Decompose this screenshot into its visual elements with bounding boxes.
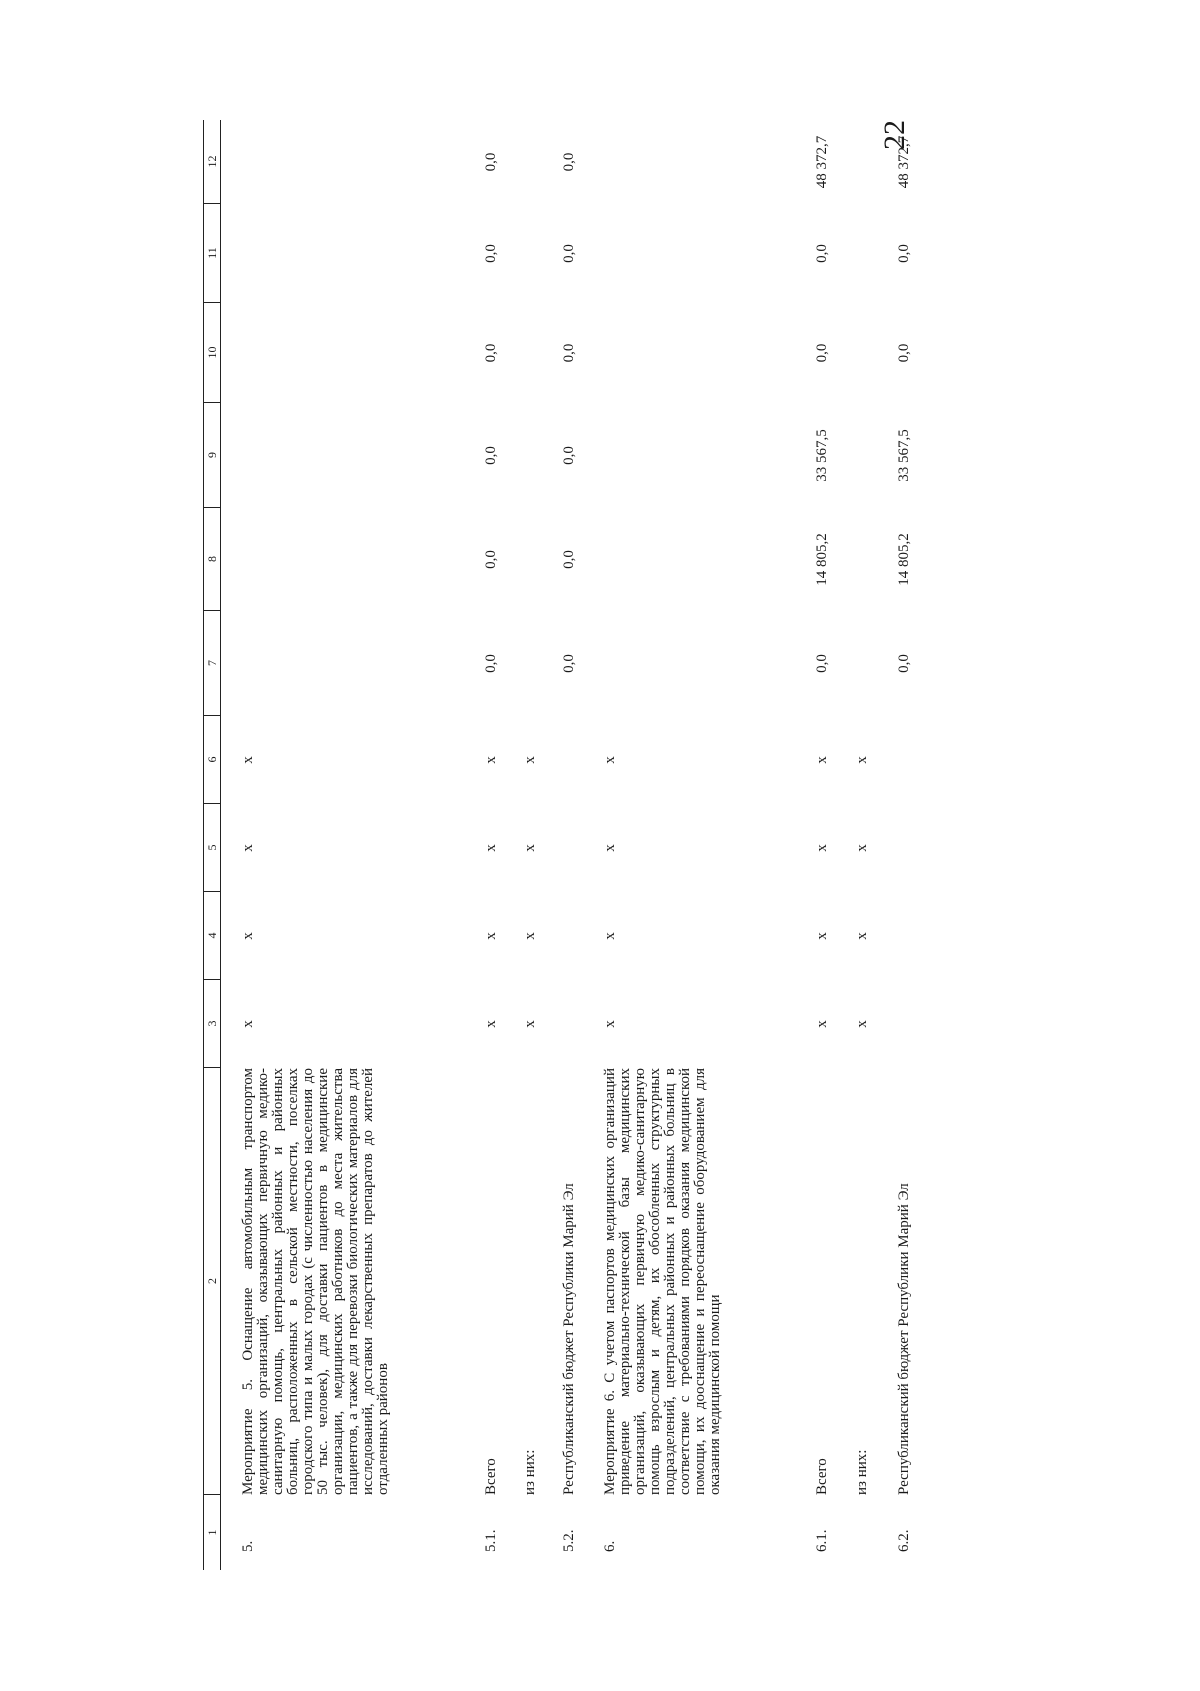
row-number: 6.1. xyxy=(814,1529,830,1552)
cell-col-11: 0,0 xyxy=(483,244,499,263)
row-description: из них: xyxy=(854,1449,870,1495)
cell-col-3: x xyxy=(854,1020,870,1028)
cell-col-5: x xyxy=(522,844,538,852)
row-number: 5. xyxy=(240,1540,256,1552)
header-col-8: 8 xyxy=(204,508,220,611)
row-description: Республиканский бюджет Республики Марий Эл xyxy=(896,1183,912,1495)
row-description: Республиканский бюджет Республики Марий Эл xyxy=(561,1183,577,1495)
header-col-12: 12 xyxy=(204,120,220,204)
cell-col-11: 0,0 xyxy=(896,244,912,263)
header-col-6: 6 xyxy=(204,716,220,804)
header-col-5: 5 xyxy=(204,804,220,892)
cell-col-6: x xyxy=(483,756,499,764)
cell-col-8: 14 805,2 xyxy=(814,533,830,586)
cell-col-4: x xyxy=(522,932,538,940)
row-description: Всего xyxy=(483,1458,499,1495)
header-col-2: 2 xyxy=(204,1068,220,1495)
cell-col-6: x xyxy=(854,756,870,764)
row-number: 6.2. xyxy=(896,1529,912,1552)
cell-col-3: x xyxy=(602,1020,618,1028)
row-number: 6. xyxy=(602,1540,618,1552)
cell-col-6: x xyxy=(602,756,618,764)
cell-col-11: 0,0 xyxy=(561,244,577,263)
table-header xyxy=(203,120,221,1570)
cell-col-6: x xyxy=(522,756,538,764)
cell-col-9: 33 567,5 xyxy=(896,429,912,482)
header-col-1: 1 xyxy=(205,1529,219,1536)
row-description: Всего xyxy=(814,1458,830,1495)
cell-col-7: 0,0 xyxy=(561,654,577,673)
row-description: Мероприятие 6. С учетом паспортов медицинских организаций приведение материально-технической базы медицинских организаций, оказывающих первичную медико-санитарную помощь взрослым и детям, их обособленных структурных подразделений, центральных районных и районных больниц в соответствие с требованиями порядков оказания медицинской помощи, их дооснащение и переоснащение оборудованием для оказания медицинской помощи xyxy=(602,1068,723,1495)
cell-col-12: 48 372,7 xyxy=(896,135,912,189)
header-col-7: 7 xyxy=(204,611,220,716)
row-description: из них: xyxy=(522,1449,538,1495)
cell-col-5: x xyxy=(483,844,499,852)
cell-col-9: 0,0 xyxy=(561,446,577,465)
cell-col-12: 0,0 xyxy=(561,152,577,172)
row-number: 5.1. xyxy=(483,1529,499,1552)
cell-col-5: x xyxy=(602,844,618,852)
cell-col-5: x xyxy=(240,844,256,852)
cell-col-4: x xyxy=(240,932,256,940)
cell-col-10: 0,0 xyxy=(896,343,912,363)
cell-col-8: 0,0 xyxy=(561,550,577,569)
row-number: 5.2. xyxy=(561,1529,577,1552)
cell-col-4: x xyxy=(483,932,499,940)
cell-col-7: 0,0 xyxy=(814,654,830,673)
header-col-9: 9 xyxy=(204,403,220,508)
cell-col-10: 0,0 xyxy=(814,343,830,363)
cell-col-4: x xyxy=(854,932,870,940)
cell-col-8: 14 805,2 xyxy=(896,533,912,586)
cell-col-7: 0,0 xyxy=(896,654,912,673)
cell-col-5: x xyxy=(854,844,870,852)
cell-col-4: x xyxy=(602,932,618,940)
cell-col-6: x xyxy=(240,756,256,764)
row-description: Мероприятие 5. Оснащение автомобильным транспортом медицинских организаций, оказывающих первичную медико-санитарную помощь, центральных районных и районных больниц, расположенных в сельской местности, поселках городского типа и малых городах (с численностью населения до 50 тыс. человек), для доставки пациентов в медицинские организации, медицинских работников до места жительства пациентов, а также для перевозки биологических материалов для исследований, доставки лекарственных препаратов до жителей отдаленных районов xyxy=(240,1068,391,1495)
cell-col-10: 0,0 xyxy=(561,343,577,363)
cell-col-7: 0,0 xyxy=(483,654,499,673)
cell-col-12: 48 372,7 xyxy=(814,135,830,189)
cell-col-3: x xyxy=(483,1020,499,1028)
cell-col-5: x xyxy=(814,844,830,852)
page-number: 22 xyxy=(878,120,911,150)
cell-col-6: x xyxy=(814,756,830,764)
header-col-11: 11 xyxy=(204,204,220,303)
cell-col-8: 0,0 xyxy=(483,550,499,569)
cell-col-3: x xyxy=(240,1020,256,1028)
cell-col-10: 0,0 xyxy=(483,343,499,363)
financing-table xyxy=(203,120,968,1570)
header-col-3: 3 xyxy=(204,980,220,1068)
cell-col-3: x xyxy=(522,1020,538,1028)
cell-col-4: x xyxy=(814,932,830,940)
header-col-10: 10 xyxy=(204,303,220,403)
cell-col-9: 0,0 xyxy=(483,446,499,465)
cell-col-11: 0,0 xyxy=(814,244,830,263)
cell-col-12: 0,0 xyxy=(483,152,499,172)
cell-col-9: 33 567,5 xyxy=(814,429,830,482)
header-col-4: 4 xyxy=(204,892,220,980)
cell-col-3: x xyxy=(814,1020,830,1028)
